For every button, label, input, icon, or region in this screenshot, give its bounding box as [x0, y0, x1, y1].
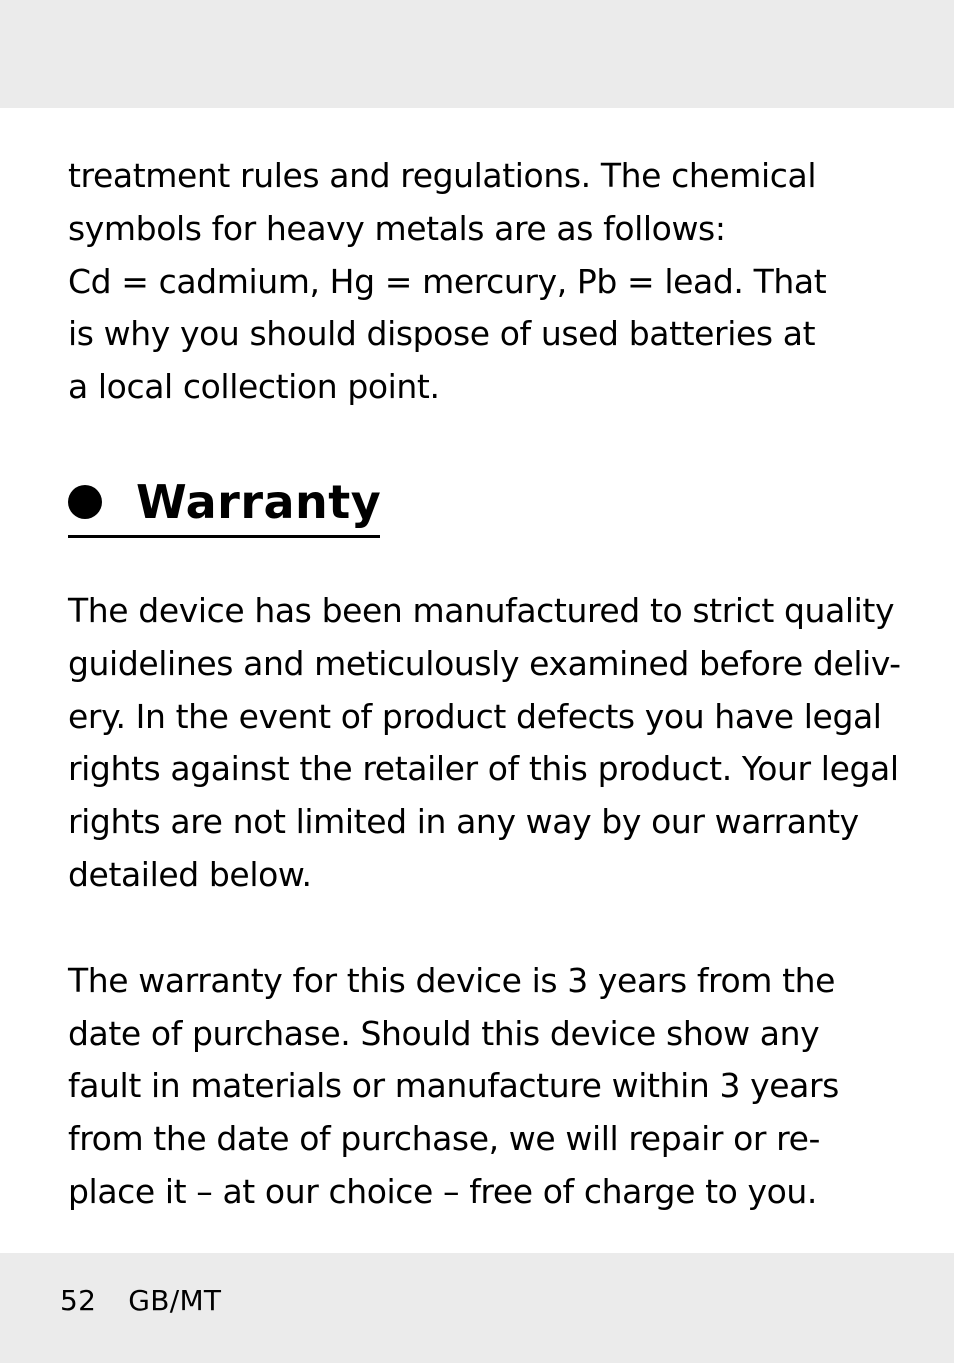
text-line: ery. In the event of product defects you have legal: [68, 696, 882, 736]
section-heading: [68, 470, 898, 534]
text-line: The device has been manufactured to strict quality: [68, 590, 895, 630]
text-line: detailed below.: [68, 854, 312, 894]
page-footer: [60, 1284, 221, 1317]
header-band: [0, 0, 954, 108]
language-code: GB/MT: [128, 1284, 222, 1317]
paragraph-warranty-terms: [68, 955, 898, 1219]
heading-underline: [68, 535, 380, 538]
text-line: Cd = cadmium, Hg = mercury, Pb = lead. That: [68, 261, 827, 301]
paragraph-battery-disposal: [68, 150, 898, 414]
text-line: symbols for heavy metals are as follows:: [68, 208, 726, 248]
text-line: treatment rules and regulations. The chemical: [68, 156, 817, 195]
text-line: a local collection point.: [68, 367, 440, 407]
text-line: fault in materials or manufacture within 3 years: [68, 1066, 839, 1106]
bullet-icon: [68, 485, 102, 519]
text-line: date of purchase. Should this device show any: [68, 1013, 820, 1053]
text-line: The warranty for this device is 3 years from the: [68, 960, 836, 1000]
page-number: 52: [60, 1284, 97, 1317]
page-content: [68, 150, 901, 1219]
text-line: place it – at our choice – free of charge to you.: [68, 1171, 818, 1211]
paragraph-warranty-intro: [68, 585, 901, 902]
text-line: from the date of purchase, we will repair or re-: [68, 1119, 820, 1159]
text-line: is why you should dispose of used batteries at: [68, 314, 816, 354]
text-line: guidelines and meticulously examined before deliv-: [68, 643, 901, 683]
text-line: rights are not limited in any way by our warranty: [68, 802, 859, 842]
section-title: Warranty: [136, 474, 382, 529]
text-line: rights against the retailer of this product. Your legal: [68, 749, 899, 789]
